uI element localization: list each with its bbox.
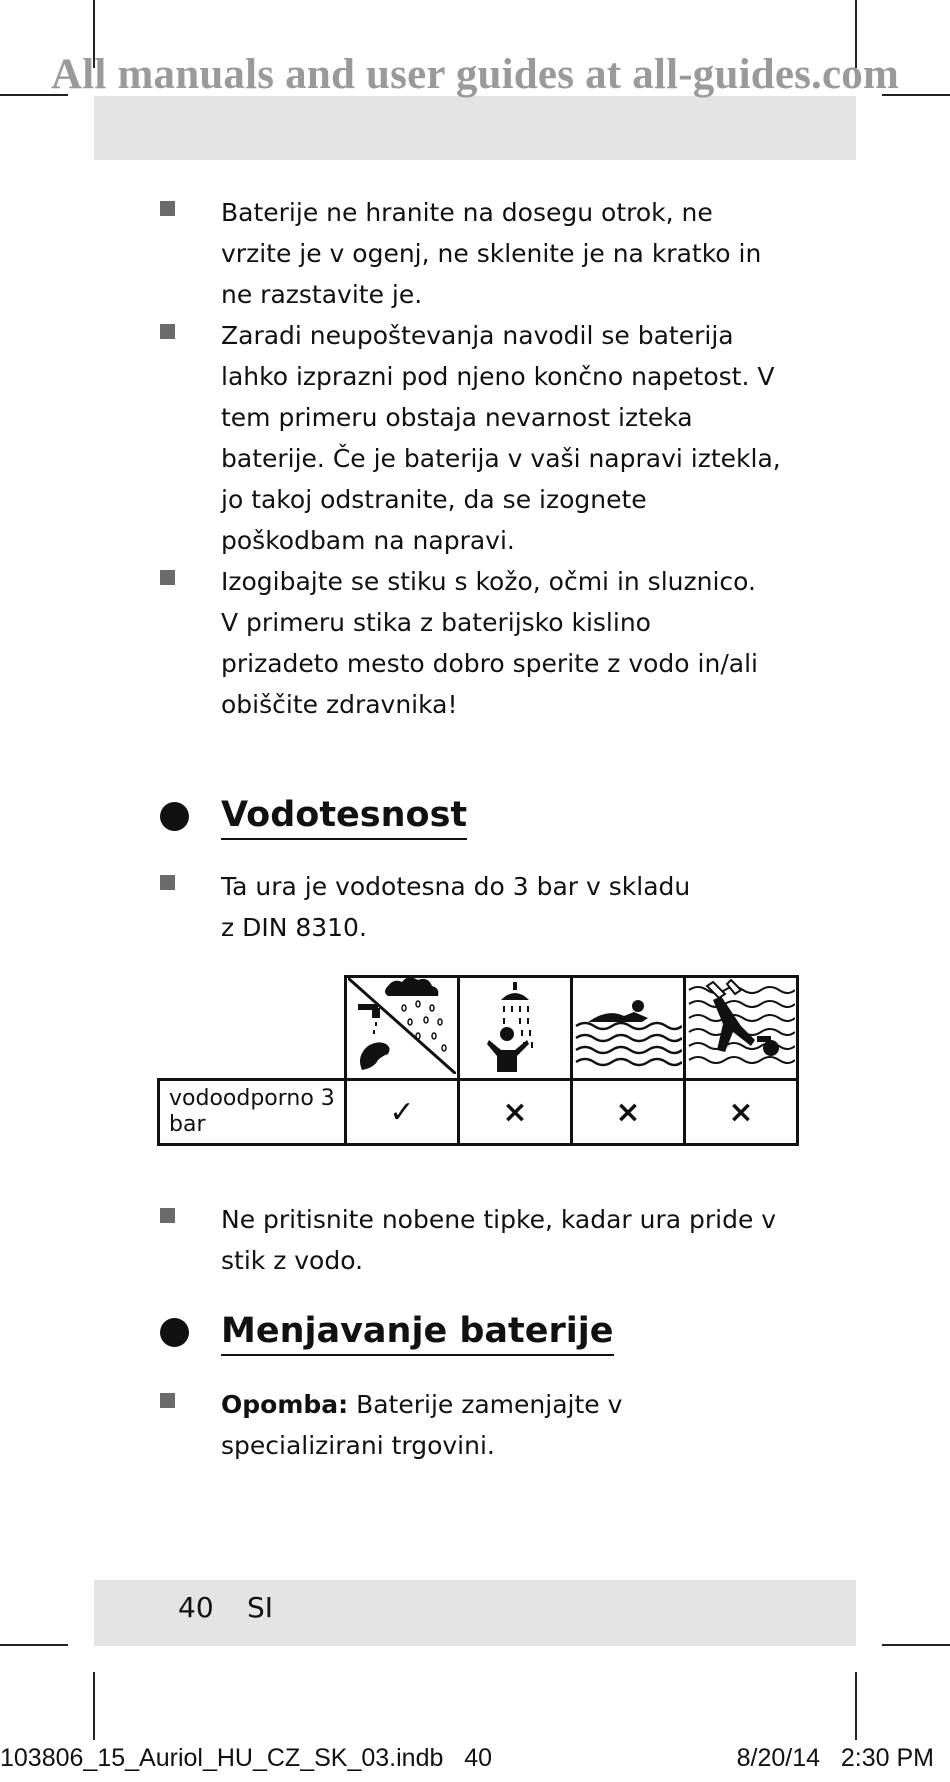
crop-mark (855, 1672, 857, 1740)
cross-mark-icon: × (572, 1080, 685, 1145)
table-row-label: vodoodporno 3 bar (159, 1080, 346, 1145)
cross-mark-icon: × (685, 1080, 798, 1145)
table-blank-cell (159, 977, 346, 1080)
section-title: Vodotesnost (221, 793, 467, 840)
square-bullet-icon (160, 201, 175, 216)
page-number: 40 (178, 1591, 214, 1624)
language-code: SI (247, 1591, 274, 1624)
list-item-text: Izogibajte se stiku s kožo, očmi in sluznico. V primeru stika z baterijsko kislino prizadeto mesto dobro sperite z vodo in/ali obiščite zdravnika! (221, 567, 758, 719)
list-item-text: Zaradi neupoštevanja navodil se baterija lahko izprazni pod njeno končno napetost. V tem primeru obstaja nevarnost izteka baterije. Če je baterija v vaši napravi iztekla, jo takoj odstranite, da se izognete poškodbam na napravi. (221, 321, 781, 555)
check-mark-icon: ✓ (346, 1080, 459, 1145)
list-item-text (221, 1384, 791, 1466)
square-bullet-icon (160, 1208, 175, 1223)
cross-mark-icon: × (459, 1080, 572, 1145)
square-bullet-icon (160, 324, 175, 339)
note-label: Opomba: (221, 1390, 349, 1419)
print-slug-datetime: 8/20/14 2:30 PM (736, 1744, 934, 1772)
note-text: Baterije zamenjajte v specializirani trgovini. (221, 1390, 623, 1460)
diving-icon (685, 977, 798, 1080)
print-slug-file: 103806_15_Auriol_HU_CZ_SK_03.indb 40 (0, 1744, 493, 1772)
crop-mark (882, 1644, 950, 1646)
crop-mark (93, 1672, 95, 1740)
list-item-text: Baterije ne hranite na dosegu otrok, ne vrzite je v ogenj, ne sklenite je na kratko in ne razstavite je. (221, 198, 762, 309)
square-bullet-icon (160, 570, 175, 585)
square-bullet-icon (160, 875, 175, 890)
watermark-text[interactable]: All manuals and user guides at all-guides.com (50, 51, 900, 98)
water-resistance-table (157, 975, 799, 1146)
square-bullet-icon (160, 1393, 175, 1408)
list-item-text: Ta ura je vodotesna do 3 bar v skladu z DIN 8310. (221, 872, 691, 942)
hand-washing-rain-icon (346, 977, 459, 1080)
header-band (94, 96, 856, 160)
crop-mark (0, 1644, 68, 1646)
shower-icon (459, 977, 572, 1080)
circle-bullet-icon (160, 802, 189, 831)
swimming-icon (572, 977, 685, 1080)
section-title: Menjavanje baterije (221, 1309, 614, 1356)
list-item-text: Ne pritisnite nobene tipke, kadar ura pride v stik z vodo. (221, 1205, 777, 1275)
circle-bullet-icon (160, 1318, 189, 1347)
